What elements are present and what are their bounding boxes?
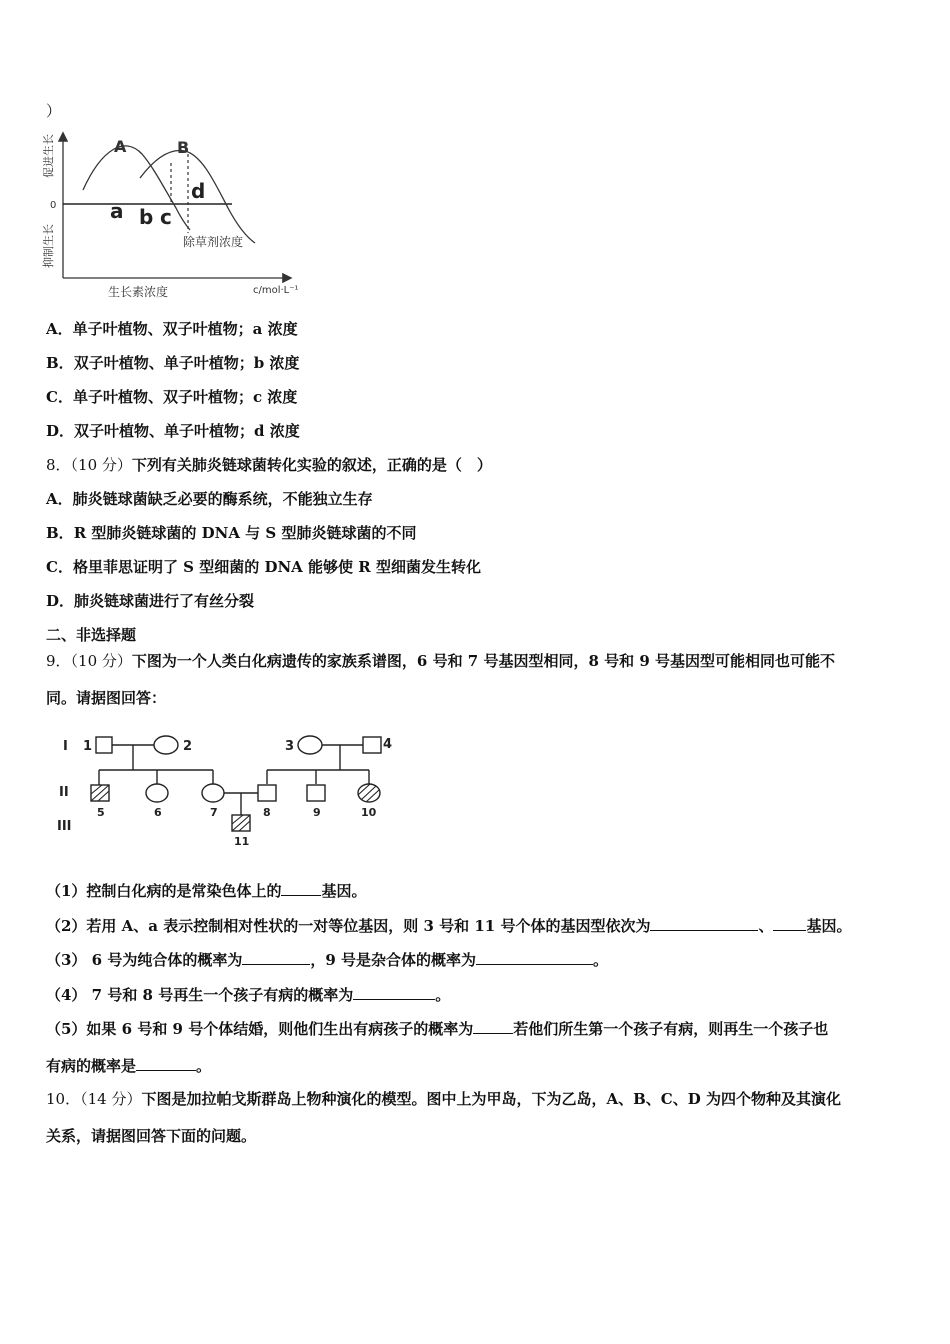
auxin-graph xyxy=(40,128,340,303)
q9-sub5-line2: 有病的概率是 。 xyxy=(46,1057,212,1075)
y-lower-label: 抑制生长 xyxy=(42,224,55,268)
answer-blank-2b[interactable] xyxy=(773,915,806,931)
section-heading: 二、非选择题 xyxy=(46,626,137,644)
individual-label-5: 5 xyxy=(97,806,105,819)
individual-label-3: 3 xyxy=(285,739,295,754)
individual-label-7: 7 xyxy=(210,806,218,819)
x-unit-label: c/mol·L⁻¹ xyxy=(253,285,299,296)
point-b-label: b xyxy=(139,205,154,229)
individual-6-female xyxy=(146,784,168,802)
gen-label-2: II xyxy=(59,785,69,800)
individual-label-2: 2 xyxy=(183,739,193,754)
individual-label-4: 4 xyxy=(383,737,393,752)
q9-sub5-line1: （5）如果 6 号和 9 号个体结婚，则他们生出有病孩子的概率为 若他们所生第一个孩子有病，则再生一个孩子也 xyxy=(46,1020,829,1038)
curve-a xyxy=(83,146,190,230)
individual-7-female xyxy=(202,784,224,802)
y-upper-label: 促进生长 xyxy=(42,134,55,178)
q10-stem-line2: 关系，请据图回答下面的问题。 xyxy=(46,1127,257,1145)
q8-option-b: B．R 型肺炎链球菌的 DNA 与 S 型肺炎链球菌的不同 xyxy=(46,524,417,542)
q9-stem-line1: 9．（10 分）下图为一个人类白化病遗传的家族系谱图，6 号和 7 号基因型相同，8 号和 9 号基因型可能相同也可能不 xyxy=(46,652,835,670)
answer-blank-1[interactable] xyxy=(281,880,321,896)
q8-option-d: D．肺炎链球菌进行了有丝分裂 xyxy=(46,592,255,610)
answer-blank-5b[interactable] xyxy=(136,1055,196,1071)
answer-blank-3b[interactable] xyxy=(476,949,593,965)
individual-label-8: 8 xyxy=(263,806,271,819)
q7-option-b: B．双子叶植物、单子叶植物；b 浓度 xyxy=(46,354,300,372)
zero-label: 0 xyxy=(50,200,57,211)
q9-sub2: （2）若用 A、a 表示控制相对性状的一对等位基因，则 3 号和 11 号个体的基因型依次为 、 基因。 xyxy=(46,917,852,935)
q9-stem-line2: 同。请据图回答： xyxy=(46,689,167,707)
q9-sub3: （3） 6 号为纯合体的概率为 ，9 号是杂合体的概率为 。 xyxy=(46,951,609,969)
answer-blank-5a[interactable] xyxy=(473,1018,513,1034)
pedigree-chart xyxy=(55,728,400,853)
continuation-paren: ） xyxy=(46,102,62,120)
curve-a-label: A xyxy=(114,137,127,156)
individual-8-male xyxy=(258,785,276,801)
point-d-label: d xyxy=(191,179,206,203)
curve-b-label: B xyxy=(177,138,190,157)
individual-4-male xyxy=(363,737,381,753)
herbicide-label: 除草剂浓度 xyxy=(183,235,244,249)
individual-label-6: 6 xyxy=(154,806,162,819)
answer-blank-2a[interactable] xyxy=(650,915,758,931)
individual-3-female xyxy=(298,736,322,754)
q8-option-a: A．肺炎链球菌缺乏必要的酶系统，不能独立生存 xyxy=(46,490,373,508)
point-a-label: a xyxy=(110,199,124,223)
answer-blank-3a[interactable] xyxy=(242,949,310,965)
individual-1-male xyxy=(96,737,112,753)
q9-sub4: （4） 7 号和 8 号再生一个孩子有病的概率为 。 xyxy=(46,986,451,1004)
q8-option-c: C．格里菲思证明了 S 型细菌的 DNA 能够使 R 型细菌发生转化 xyxy=(46,558,481,576)
point-c-label: c xyxy=(160,205,172,229)
q9-sub1: （1）控制白化病的是常染色体上的 基因。 xyxy=(46,882,367,900)
q7-option-a: A．单子叶植物、双子叶植物；a 浓度 xyxy=(46,320,298,338)
gen-label-3: III xyxy=(57,819,72,834)
individual-label-11: 11 xyxy=(234,835,250,848)
q7-option-c: C．单子叶植物、双子叶植物；c 浓度 xyxy=(46,388,298,406)
individual-label-9: 9 xyxy=(313,806,321,819)
x-label: 生长素浓度 xyxy=(108,285,169,299)
q7-option-d: D．双子叶植物、单子叶植物；d 浓度 xyxy=(46,422,300,440)
individual-label-10: 10 xyxy=(361,806,377,819)
individual-9-male xyxy=(307,785,325,801)
answer-blank-4[interactable] xyxy=(353,984,435,1000)
gen-label-1: I xyxy=(63,739,68,754)
q8-stem: 8．（10 分）下列有关肺炎链球菌转化实验的叙述，正确的是（ ） xyxy=(46,456,492,474)
individual-2-female xyxy=(154,736,178,754)
q10-stem-line1: 10．（14 分）下图是加拉帕戈斯群岛上物种演化的模型。图中上为甲岛，下为乙岛，A、B、C、D 为四个物种及其演化 xyxy=(46,1090,841,1108)
individual-label-1: 1 xyxy=(83,739,93,754)
